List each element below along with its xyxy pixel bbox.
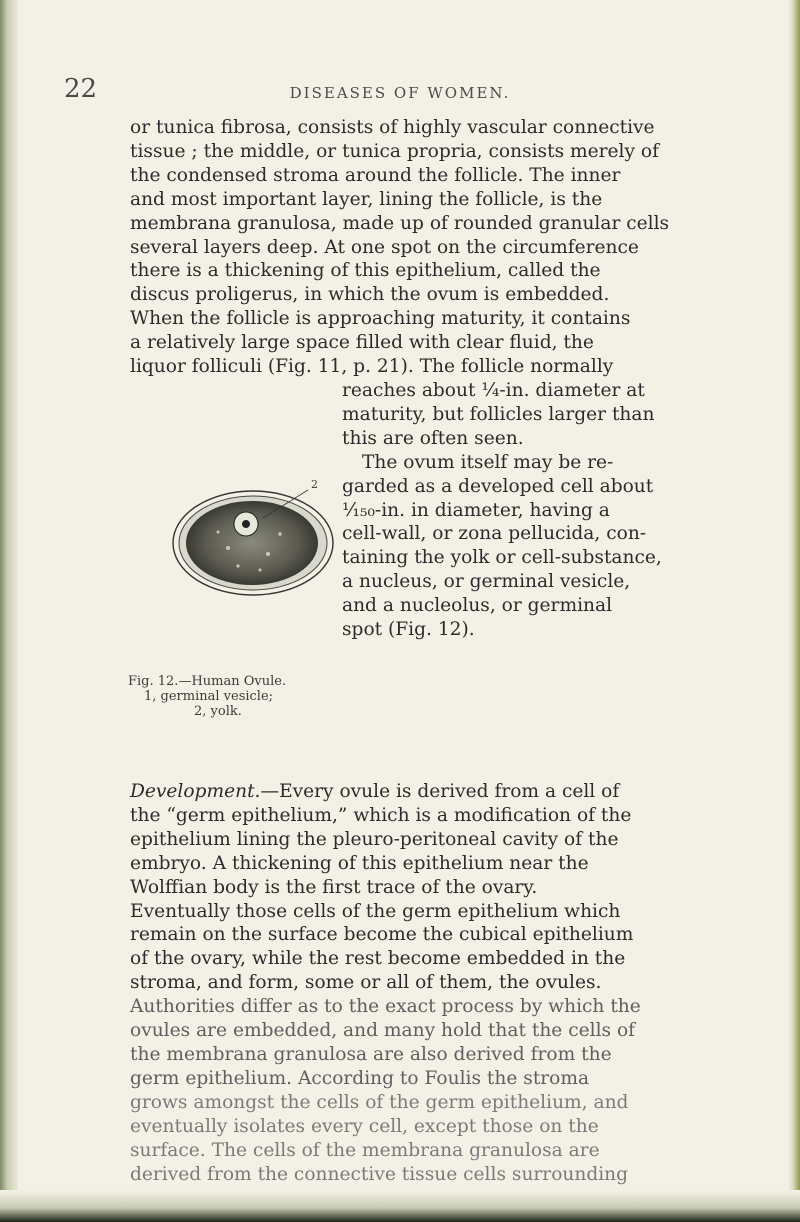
text-line: tissue ; the middle, or tunica propria, consists merely of (130, 140, 659, 162)
text-line: embryo. A thickening of this epithelium near the (130, 852, 589, 874)
text-line: garded as a developed cell about (342, 475, 654, 497)
text-line: a nucleus, or germinal vesicle, (342, 571, 631, 593)
text-line: surface. The cells of the membrana granulosa are (130, 1139, 600, 1161)
text-line: and a nucleolus, or germinal (342, 595, 613, 617)
text-line: Eventually those cells of the germ epithelium which (130, 900, 621, 922)
text-line: liquor folliculi (Fig. 11, p. 21). The follicle normally (130, 356, 614, 378)
text-line: membrana granulosa, made up of rounded granular cells (130, 212, 670, 234)
text-fragment: —Every ovule is derived from a cell of (260, 781, 620, 802)
text-line: the membrana granulosa are also derived from the (130, 1043, 612, 1065)
text-line: and most important layer, lining the follicle, is the (130, 188, 603, 210)
text-line: or tunica fibrosa, consists of highly vascular connective (130, 117, 655, 138)
text-line: reaches about ¼-in. diameter at (342, 379, 645, 401)
page-right-edge (788, 0, 800, 1222)
running-head: DISEASES OF WOMEN. (289, 84, 511, 102)
caption-title: Fig. 12.—Human Ovule. (128, 674, 287, 689)
section-lead: Development. (130, 781, 261, 802)
text-line: Authorities differ as to the exact process by which the (130, 996, 641, 1018)
text-line: discus proligerus, in which the ovum is embedded. (130, 284, 610, 306)
text-line: grows amongst the cells of the germ epithelium, and (130, 1091, 629, 1113)
page-bottom-edge (0, 1190, 800, 1222)
text-line: a relatively large space filled with clear fluid, the (130, 332, 594, 354)
text-line: stroma, and form, some or all of them, the ovules. (130, 972, 602, 994)
caption-line: 1, germinal vesicle; (144, 689, 274, 704)
text-line: derived from the connective tissue cells surrounding (130, 1163, 629, 1185)
text-line: epithelium lining the pleuro-peritoneal cavity of the (130, 828, 619, 850)
text-line: there is a thickening of this epithelium, called the (130, 260, 601, 282)
text-line: Wolffian body is the first trace of the ovary. (130, 876, 538, 898)
text-line: eventually isolates every cell, except those on the (130, 1115, 599, 1137)
text-line: remain on the surface become the cubical epithelium (130, 924, 634, 946)
text-line: several layers deep. At one spot on the circumference (130, 236, 639, 258)
human-ovule-illustration (168, 488, 338, 598)
text-line: the “germ epithelium,” which is a modification of the (130, 804, 632, 826)
text-line: ovules are embedded, and many hold that the cells of (130, 1020, 636, 1042)
paragraph-development (130, 780, 766, 1186)
text-line: spot (Fig. 12). (342, 619, 475, 641)
text-line: this are often seen. (342, 427, 524, 449)
text-line: When the follicle is approaching maturity, it contains (130, 308, 631, 330)
figure-label-2: 2 (311, 478, 318, 491)
text-line: ¹⁄₁₅₀-in. in diameter, having a (342, 499, 610, 521)
text-line: The ovum itself may be re- (362, 451, 614, 473)
caption-line: 2, yolk. (194, 704, 242, 719)
page-number: 22 (64, 74, 98, 104)
text-line: cell-wall, or zona pellucida, con- (342, 523, 647, 545)
text-line: of the ovary, while the rest become embedded in the (130, 948, 626, 970)
text-line: the condensed stroma around the follicle. The inner (130, 164, 621, 186)
text-line: taining the yolk or cell-substance, (342, 547, 662, 569)
text-line (130, 780, 766, 804)
page-left-edge (0, 0, 18, 1222)
figure-caption (128, 674, 348, 719)
text-line: maturity, but follicles larger than (342, 403, 655, 425)
text-line: germ epithelium. According to Foulis the stroma (130, 1067, 590, 1089)
